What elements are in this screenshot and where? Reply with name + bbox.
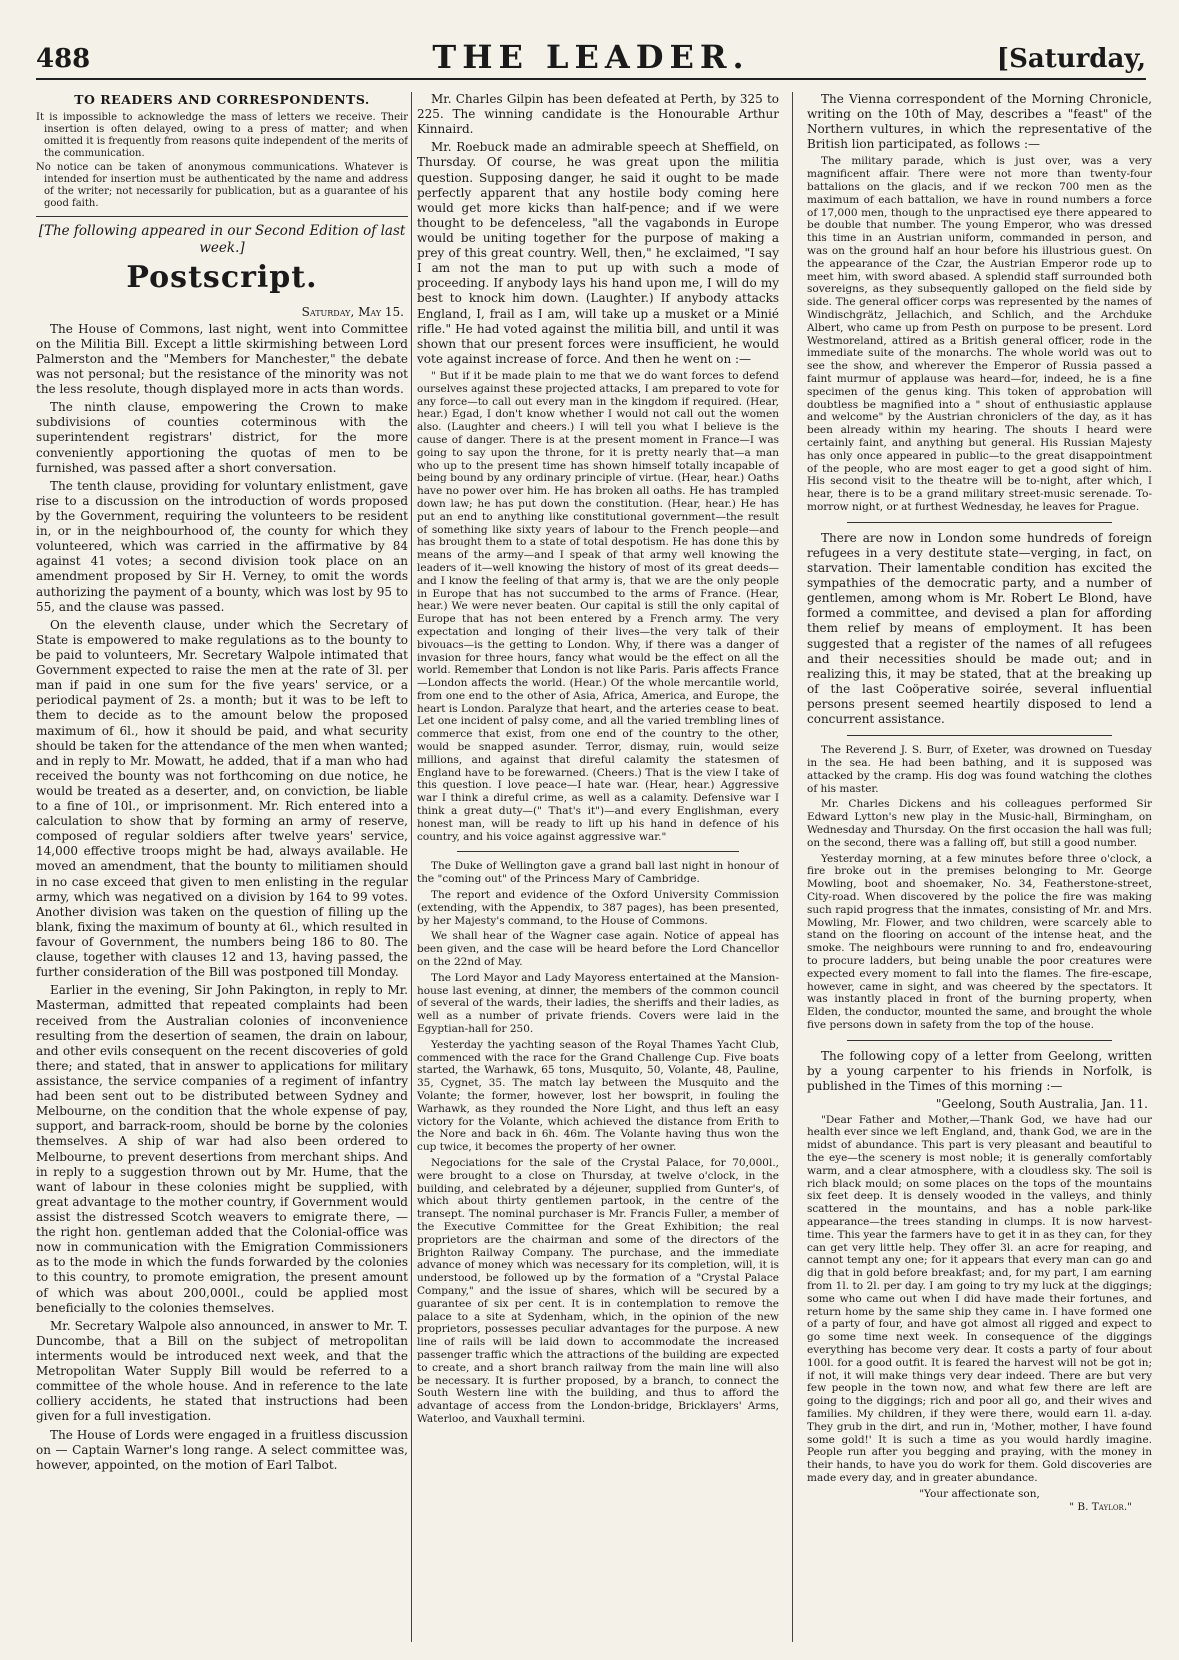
newspaper-title: THE LEADER. <box>432 38 750 76</box>
news-item: We shall hear of the Wagner case again. Notice of appeal has been given, and the case will be heard before the Lord Chancellor on the 22nd of May. <box>417 930 779 969</box>
edition-note: [The following appeared in our Second Edition of last week.] <box>38 222 406 256</box>
article-paragraph: Mr. Secretary Walpole also announced, in answer to Mr. T. Duncombe, that a Bill on the subject of metropolitan interments would be introduced next week, and that the Metropolitan Water Supply Bill would be referred to a committee of the whole house. And in reference to the late colliery accidents, he stated that instructions had been given for a full investigation. <box>36 1318 408 1424</box>
news-item: The report and evidence of the Oxford University Commission (extending, with the Appendix, to 387 pages), has been presented, by her Majesty's command, to the House of Commons. <box>417 889 779 927</box>
article-paragraph: Mr. Roebuck made an admirable speech at Sheffield, on Thursday. Of course, he was great upon the militia question. Supposing danger, he said it ought to be made perfectly apparent that any hostile body coming here would get more kicks than half-pence; and if we were thought to be defenceless, "all the vagabonds in Europe would be uniting together for the purpose of making a prey of this great country. Well, then," he exclaimed, "I say I am not the man to put up with such a mode of proceeding. If anybody lays his hand upon me, I will do my best to knock him down. (Laughter.) If anybody attacks England, I, frail as I am, will take up a musket or a Minié rifle." He had voted against the militia bill, and until it was shown that our present forces were insufficient, he would vote against increase of force. And then he went on :— <box>417 140 779 366</box>
news-item: The Reverend J. S. Burr, of Exeter, was drowned on Tuesday in the sea. He had been bathing, and it is supposed was attacked by the cramp. His dog was found watching the clothes of his master. <box>807 744 1152 795</box>
page-header <box>36 38 1146 80</box>
article-paragraph: Mr. Charles Gilpin has been defeated at Perth, by 325 to 225. The winning candidate is the Honourable Arthur Kinnaird. <box>417 92 779 137</box>
divider <box>36 216 408 217</box>
article-paragraph: The following copy of a letter from Geelong, written by a young carpenter to his friends in Norfolk, is published in the Times of this morning :— <box>807 1048 1152 1093</box>
column-2 <box>417 92 779 1642</box>
divider <box>847 1040 1112 1041</box>
article-paragraph: The tenth clause, providing for voluntary enlistment, gave rise to a discussion on the introduction of words proposed by the Government, requiring the volunteers to be resident in, or in the neighbourhood of, the county for which they volunteered, which was carried in the affirmative by 84 against 41 votes; a second division took place on an amendment proposed by Sir H. Verney, to omit the words authorizing the payment of a bounty, which was lost by 95 to 55, and the clause was passed. <box>36 478 408 614</box>
letter-signature: " B. Taylor." <box>1069 1500 1132 1513</box>
column-divider <box>411 92 412 1642</box>
notice: It is impossible to acknowledge the mass of letters we receive. Their insertion is often delayed, owing to a press of matter; and when omitted it is frequently from reasons quite independent of the merits of the communication. <box>36 111 408 159</box>
news-item: The Lord Mayor and Lady Mayoress entertained at the Mansion-house last evening, at dinner, the members of the common council of several of the wards, their ladies, the sheriffs and their ladies, as well as a number of private friends. Covers were laid in the Egyptian-hall for 250. <box>417 971 779 1036</box>
column-divider <box>792 92 793 1642</box>
article-paragraph: There are now in London some hundreds of foreign refugees in a very destitute state—verging, in fact, on starvation. Their lamentable condition has excited the sympathies of the democratic party, and a number of gentlemen, among whom is Mr. Robert Le Blond, have formed a committee, and devised a plan for affording them relief by means of employment. It has been suggested that a register of the names of all refugees and their necessities should be made out; and in realizing this, it may be stated, that at the breaking up of the last Coöperative soirée, several influential persons present seemed heartily disposed to lend a concurrent assistance. <box>807 530 1152 727</box>
news-item: Mr. Charles Dickens and his colleagues performed Sir Edward Lytton's new play in the Music-hall, Birmingham, on Wednesday and Thursday. On the first occasion the hall was full; on the second, there was a falling off, but still a good number. <box>807 798 1152 849</box>
page-number: 488 <box>36 44 91 74</box>
notice: No notice can be taken of anonymous communications. Whatever is intended for insertion must be authenticated by the name and address of the writer; not necessarily for publication, but as a guarantee of his good faith. <box>36 161 408 209</box>
article-paragraph: Earlier in the evening, Sir John Pakington, in reply to Mr. Masterman, admitted that repeated complaints had been received from the Australian colonies of inconvenience resulting from the desertion of seamen, the drain on labour, and other evils consequent on the recent discoveries of gold there; and stated, that in answer to applications for military assistance, the service companies of a regiment of infantry had been sent out to be distributed between Sydney and Melbourne, on the condition that the whole expense of pay, support, and barrack-room, should be borne by the colonies themselves. A ship of war had also been ordered to Melbourne, to prevent desertions from merchant ships. And in reply to a suggestion thrown out by Mr. Hume, that the want of labour in these colonies might be supplied, with great advantage to the mother country, if Government would assist the distressed Scotch weavers to emigrate there, — the right hon. gentleman added that the Colonial-office was now in communication with the Emigration Commissioners as to the mode in which the funds forwarded by the colonies to this country, to promote emigration, the present amount of which was about 200,000l., could be applied most beneficially to the colonies themselves. <box>36 983 408 1315</box>
divider <box>457 851 739 852</box>
divider <box>847 522 1112 523</box>
article-paragraph: On the eleventh clause, under which the Secretary of State is empowered to make regulations as to the bounty to be paid to volunteers, Mr. Secretary Walpole intimated that Government expected to raise the men at the rate of 3l. per man if paid in one sum for the five years' service, or a periodical payment of 2s. a month; but it was to be left to them to decide as to the amount below the proposed maximum of 6l., how it should be paid, and what security should be taken for the attendance of the men when wanted; and in reply to Mr. Mowatt, he added, that if a man who had received the bounty was not forthcoming on due notice, he would be treated as a deserter, and, on conviction, be liable to a fine of 10l., or imprisonment. Mr. Rich entered into a calculation to show that by forming an army of reserve, composed of regular soldiers after twelve years' service, 14,000 effective troops might be had, always available. He moved an amendment, that the bounty to militiamen should in no case exceed that given to men enlisting in the regular army, which was negatived on a division by 164 to 99 votes. Another division was taken on the question of filling up the blank, fixing the maximum of bounty at 6l., which resulted in favour of Government, the numbers being 186 to 80. The clause, together with clauses 12 and 13, having passed, the further consideration of the Bill was postponed till Monday. <box>36 617 408 980</box>
article-paragraph: The House of Lords were engaged in a fruitless discussion on — Captain Warner's long range. A select committee was, however, appointed, on the motion of Earl Talbot. <box>36 1427 408 1472</box>
news-item: Negociations for the sale of the Crystal Palace, for 70,000l., were brought to a close on Thursday, at twelve o'clock, in the building, and celebrated by a déjeuner, supplied from Gunter's, of which about thirty gentlemen partook, in the centre of the transept. The nominal purchaser is Mr. Francis Fuller, a member of the Executive Committee for the Great Exhibition; the real proprietors are the chairman and some of the directors of the Brighton Railway Company. The purchase, and the immediate advance of money which was necessary for its completion, will, it is understood, be followed up by the formation of a "Crystal Palace Company," and the issue of shares, which will be secured by a guarantee of six per cent. It is in contemplation to remove the palace to a site at Sydenham, which, in the opinion of the new proprietors, possesses peculiar advantages for the purpose. A new line of rails will be laid down to accommodate the increased passenger traffic which the attractions of the building are expected to create, and a short branch railway from the main line will also be necessary. It is further proposed, by a branch, to connect the South Western line with the building, and thus to afford the advantage of access from the London-bridge, Bricklayers' Arms, Waterloo, and Vauxhall termini. <box>417 1156 779 1425</box>
issue-day: [Saturday, <box>996 44 1146 74</box>
article-paragraph: The ninth clause, empowering the Crown to make subdivisions of counties coterminous with the superintendent registrars' district, for the more conveniently apportioning the quotas of men to be furnished, was passed after a short conversation. <box>36 400 408 475</box>
letter-closing: "Your affectionate son, <box>919 1487 1040 1500</box>
article-paragraph: The House of Commons, last night, went into Committee on the Militia Bill. Except a little skirmishing between Lord Palmerston and the "Members for Manchester," the debate was not personal; but the resistance of the minority was not the less resolute, though displayed more in acts than words. <box>36 321 408 397</box>
readers-heading: TO READERS AND CORRESPONDENTS. <box>74 92 370 107</box>
letter-dateline: "Geelong, South Australia, Jan. 11. <box>935 1097 1148 1112</box>
news-item: The Duke of Wellington gave a grand ball last night in honour of the "coming out" of the Princess Mary of Cambridge. <box>417 860 779 886</box>
speech-quote: " But if it be made plain to me that we do want forces to defend ourselves against these projected attacks, I am prepared to vote for any force—to call out every man in the kingdom if required. (Hear, hear.) Egad, I don't know whether I would not call out the women also. (Laughter and cheers.) I will tell you what I believe is the cause of danger. There is at the present moment in France—I was going to say upon the throne, for it is pretty nearly that—a man who up to the present time has shown himself totally incapable of being bound by any ordinary principle of virtue. (Hear, hear.) Oaths have no power over him. He has broken all oaths. He has trampled down law; he has put down the constitution. (Hear, hear.) He has put an end to anything like constitutional government—the result of something like sixty years of labour to the French people—and has brought them to a state of total despotism. He has done this by means of the army—and I speak of that army well knowing the leaders of it—well knowing the history of most of its great deeds—and I know the feeling of that army is, that we are the only people in Europe that has not succumbed to the arms of France. (Hear, hear.) We were never beaten. Our capital is still the only capital of Europe that has not been entered by a French army. The very expectation and longing of their lives—the very talk of their bivouacs—is the getting to London. Why, if there was a danger of invasion for three hours, fancy what would be the effect on all the world. Remember that London is not like Paris. Paris affects France—London affects the world. (Hear.) Of the whole mercantile world, from one end to the other of Asia, Africa, America, and Europe, the heart is London. Paralyze that heart, and the arteries cease to beat. Let one incident of palsy come, and all the varied trembling lines of commerce that exist, from one end of the country to the other, would be snapped asunder. Terror, dismay, ruin, would seize millions, and against that direful calamity the statesmen of England have to be forewarned. (Cheers.) That is the view I take of this question. I love peace—I hate war. (Hear, hear.) Aggressive war I think a direful crime, as well as a calamity. Defensive war I think a great duty—(" That's it")—and every Englishman, every honest man, will be ready to lift up his hand in defence of his country, and his voice against aggressive war." <box>417 369 779 843</box>
article-paragraph: The Vienna correspondent of the Morning Chronicle, writing on the 10th of May, describes a "feast" of the Northern vultures, in which the representative of the British lion participated, as follows :— <box>807 92 1152 152</box>
letter-body: "Dear Father and Mother,—Thank God, we have had our health ever since we left England, and, thank God, we are in the midst of abundance. This part is very pleasant and beautiful to the eye—the scenery is most noble; it is generally comfortably warm, and a clear atmosphere, with a cloudless sky. The soil is rich black mould; on some places on the tops of the mountains six feet deep. It is densely wooded in the valleys, and thinly scattered in the mountains, and has a noble park-like appearance—the trees standing in clumps. It is now harvest-time. This year the farmers have to get it in as they can, for they can get very little help. They offer 3l. an acre for reaping, and cannot tempt any one; for it appears that every man can go and dig that in gold before breakfast; and, for my part, I am earning from 1l. to 2l. per day. I am going to try my luck at the diggings; some who came out when I did have made their fortunes, and return home by the same ship they came in. I have formed one of a party of four, and have got almost all rigged and expect to go some time next week. In consequence of the diggings everything has become very dear. It costs a party of four about 100l. for a good outfit. It is feared the harvest will not be got in; if not, it will make things very dear indeed. There are but very few people in the town now, and what few there are left are going to the diggings; rich and poor all go, and their wives and families. My children, if they were there, would earn 1l. a-day. They grub in the dirt, and run in, 'Mother, mother, I have found some gold!' It is such a time as you would hardly imagine. People run after you begging and praying, with the money in their hands, to have you do work for them. Gold discoveries are made every day, and in greater abundance. <box>807 1113 1152 1484</box>
news-item: The military parade, which is just over, was a very magnificent affair. There were not more than twenty-four battalions on the glacis, and if we reckon 700 men as the maximum of each battalion, we have in round numbers a force of 17,000 men, though to the unpractised eye there appeared to be double that number. The young Emperor, who was dressed this time in an Austrian uniform, commanded in person, and was on the ground half an hour before his illustrious guest. On the appearance of the Czar, the Austrian Emperor rode up to meet him, with sword abased. A splendid staff surrounded both sovereigns, as they subsequently galloped on the field side by side. The general officer corps was represented by the names of Windischgrätz, Jellachich, and Schlich, and the Archduke Albert, who came up from Pesth on purpose to be present. Lord Westmoreland, attired as a British general officer, rode in the immediate suite of the monarchs. The whole world was out to see the show, and wherever the Emperor of Russia passed a faint murmur of applause was heard—for, indeed, he is a fine specimen of the genus king. This token of approbation will doubtless be magnified into a " shout of enthusiastic applause and welcome" by the Austrian chroniclers of the day, as it has been already within my hearing. The shouts I heard were certainly faint, and anything but general. His Russian Majesty has only once appeared in public—to the great disappointment of the people, who are most eager to get a good sight of him. His second visit to the theatre will be to-night, after which, I hear, there is to be a grand military street-music serenade. To-morrow night, or at furthest Wednesday, he leaves for Prague. <box>807 155 1152 513</box>
divider <box>847 735 1112 736</box>
column-1 <box>36 92 408 1642</box>
dateline: Saturday, May 15. <box>301 304 404 319</box>
postscript-heading: Postscript. <box>126 259 318 295</box>
news-item: Yesterday the yachting season of the Royal Thames Yacht Club, commenced with the race for the Grand Challenge Cup. Five boats started, the Warhawk, 65 tons, Musquito, 50, Volante, 48, Pauline, 35, Cygnet, 35. The match lay between the Musquito and the Volante; the former, however, lost her bowsprit, in fouling the Warhawk, as they rounded the Nore Light, and thus left an easy victory for the Volante, which achieved the distance from Erith to the Nore and back in 6h. 46m. The Volante having thus won the cup twice, it becomes the property of her owner. <box>417 1038 779 1154</box>
news-item: Yesterday morning, at a few minutes before three o'clock, a fire broke out in the premises belonging to Mr. George Mowling, boot and shoemaker, No. 34, Featherstone-street, City-road. When discovered by the police the fire was making such rapid progress that the inmates, consisting of Mr. and Mrs. Mowling, Mr. Flower, and two children, were scarcely able to stand on the flooring on account of the intense heat, and the smoke. The neighbours were running to and fro, endeavouring to procure ladders, but being unable the poor creatures were expected every moment to fall into the flames. The fire-escape, however, came in sight, and was cheered by the spectators. It was instantly placed in front of the burning property, when Elden, the conductor, mounted the same, and brought the whole five persons down in safety from the top of the house. <box>807 852 1152 1031</box>
column-3 <box>807 92 1152 1642</box>
